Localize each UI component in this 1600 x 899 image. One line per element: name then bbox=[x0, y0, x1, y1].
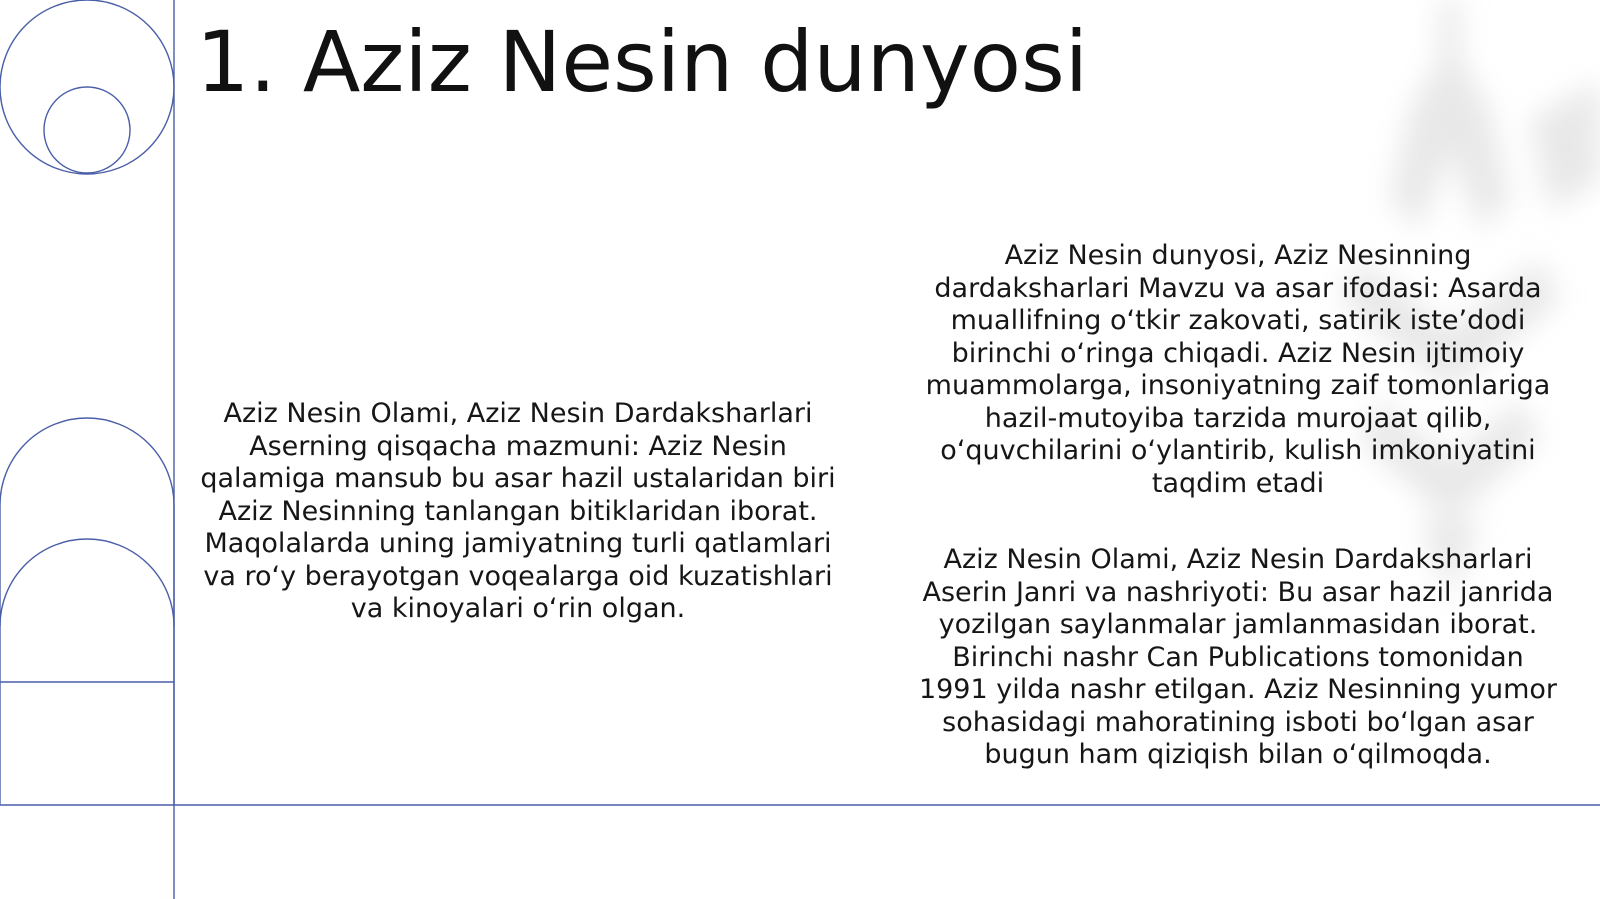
slide-title: 1. Aziz Nesin dunyosi bbox=[196, 13, 1089, 111]
genre-publisher-paragraph: Aziz Nesin Olami, Aziz Nesin Dardaksharlari Aserin Janri va nashriyoti: Bu asar hazil janrida yozilgan saylanmalar jamlanmasidan iborat. Birinchi nashr Can Publications tomonidan 1991 yilda nashr etilgan. Aziz Nesinning yumor sohasidagi mahoratining isboti bo‘lgan asar bugun ham qiziqish bilan o‘qilmoqda. bbox=[918, 544, 1558, 770]
theme-paragraph: Aziz Nesin dunyosi, Aziz Nesinning dardaksharlari Mavzu va asar ifodasi: Asarda muallifning o‘tkir zakovati, satirik iste’dodi birinchi o‘ringa chiqadi. Aziz Nesin ijtimoiy muammolarga, insoniyatning zaif tomonlariga hazil-mutoyiba tarzida murojaat qilib, o‘quvchilarini o‘ylantirib, kulish imkoniyatini taqdim etadi bbox=[925, 240, 1551, 499]
summary-paragraph: Aziz Nesin Olami, Aziz Nesin Dardaksharlari Aserning qisqacha mazmuni: Aziz Nesin qalamiga mansub bu asar hazil ustalaridan biri Aziz Nesinning tanlangan bitiklaridan iborat. Maqolalarda uning jamiyatning turli qatlamlari va ro‘y berayotgan voqealarga oid kuzatishlari va kinoyalari o‘rin olgan. bbox=[200, 398, 836, 624]
